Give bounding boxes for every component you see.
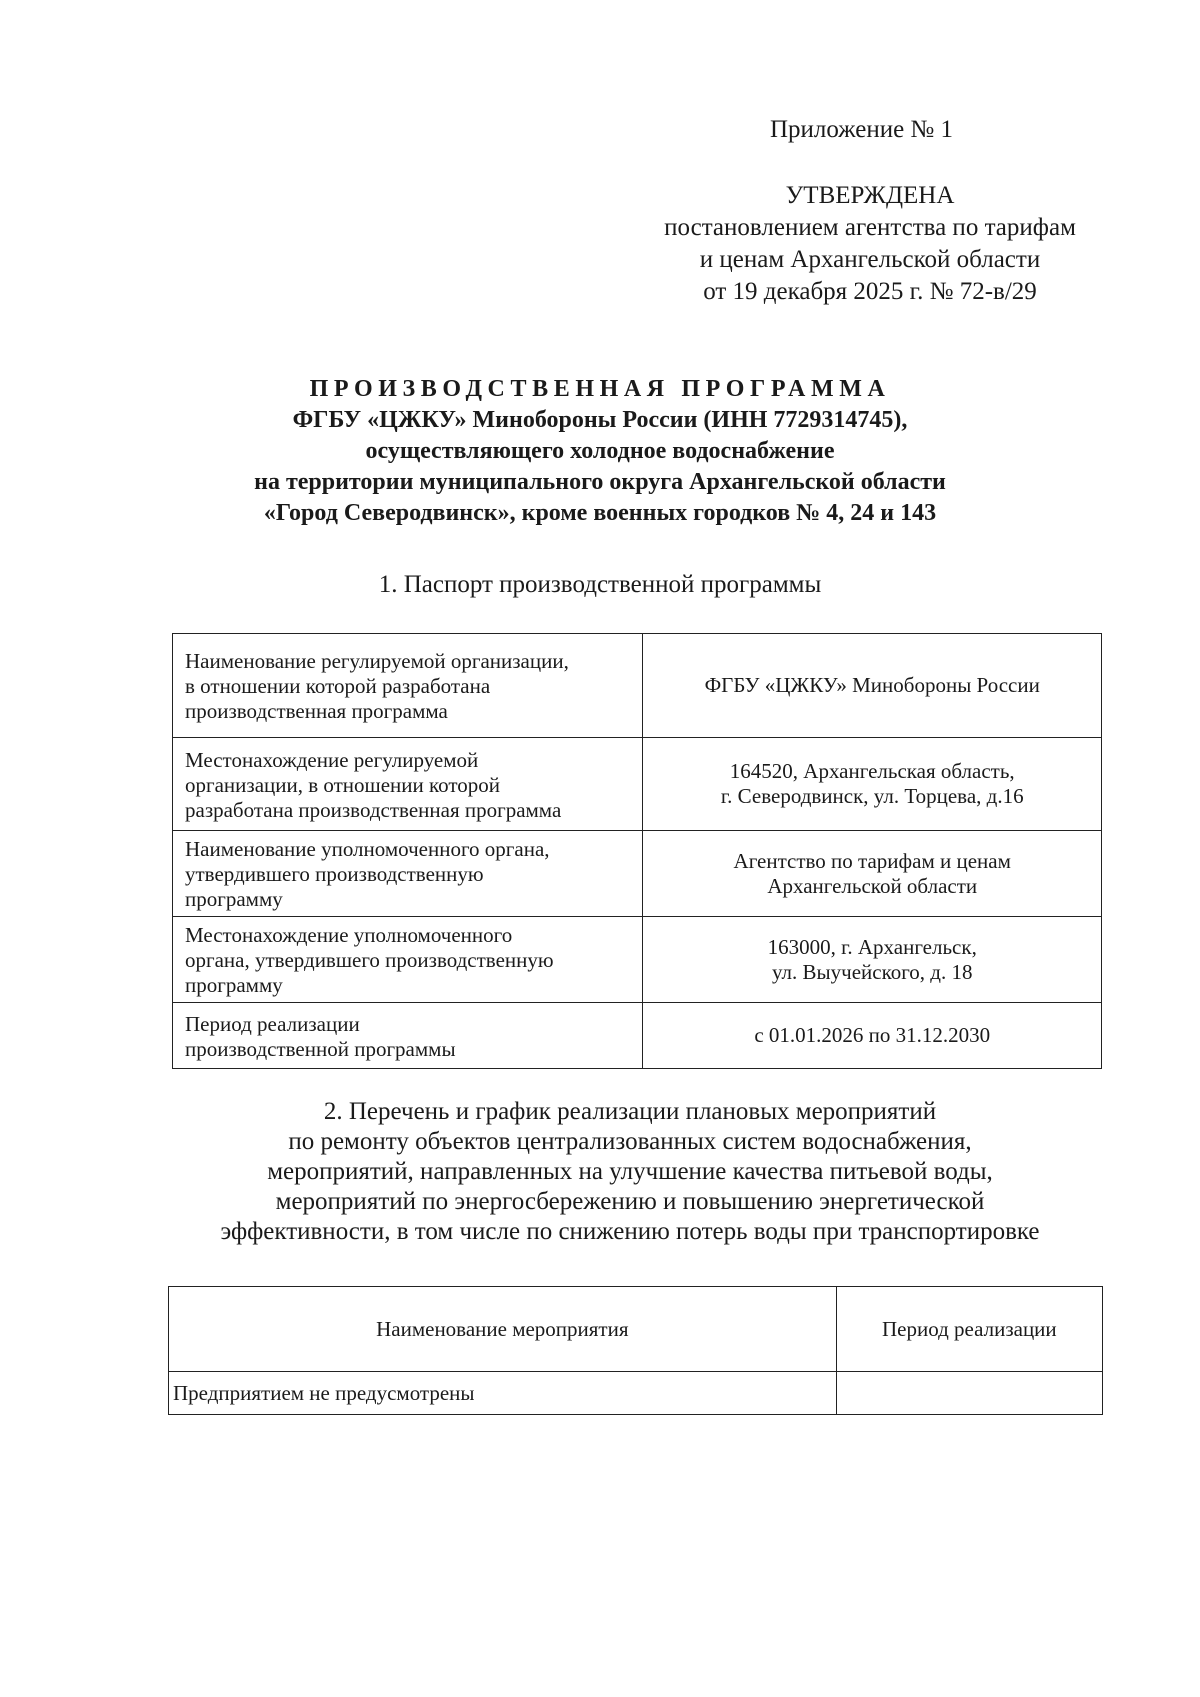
label-line: Наименование регулируемой организации, xyxy=(185,649,569,673)
section2-heading-line: по ремонту объектов централизованных систем водоснабжения, xyxy=(288,1128,972,1155)
label-line: программу xyxy=(185,887,283,911)
measure-name-cell: Предприятием не предусмотрены xyxy=(169,1372,837,1415)
label-line: программу xyxy=(185,973,283,997)
passport-label xyxy=(173,738,643,831)
program-title-line: на территории муниципального округа Архангельской области xyxy=(254,469,946,495)
label-line: Местонахождение уполномоченного xyxy=(185,923,513,947)
column-header-period: Период реализации xyxy=(836,1287,1102,1372)
label-line: организации, в отношении которой xyxy=(185,772,500,797)
program-title-line: «Город Северодвинск», кроме военных городков № 4, 24 и 143 xyxy=(263,500,937,526)
passport-label xyxy=(173,831,643,917)
label-line: разработана производственная программа xyxy=(185,797,562,822)
program-title-line: осуществляющего холодное водоснабжение xyxy=(365,438,835,464)
passport-value xyxy=(643,634,1102,738)
label-line: органа, утвердившего производственную xyxy=(185,948,554,972)
value-line: ул. Выучейского, д. 18 xyxy=(771,959,973,984)
table-header-row xyxy=(169,1287,1103,1372)
passport-label xyxy=(173,1003,643,1069)
passport-label xyxy=(173,634,643,738)
passport-value xyxy=(643,738,1102,831)
measure-period-cell xyxy=(836,1372,1102,1415)
passport-value xyxy=(643,917,1102,1003)
label-line: Период реализации xyxy=(185,1011,360,1036)
passport-value xyxy=(643,831,1102,917)
section2-heading-line: мероприятий, направленных на улучшение качества питьевой воды, xyxy=(267,1158,993,1185)
value-line: 164520, Архангельская область, xyxy=(729,759,1015,783)
table-row xyxy=(173,738,1102,831)
column-header-measure: Наименование мероприятия xyxy=(169,1287,837,1372)
approval-line: постановлением агентства по тарифам xyxy=(664,214,1076,241)
passport-label xyxy=(173,917,643,1003)
program-title xyxy=(160,374,1040,529)
passport-value xyxy=(643,1003,1102,1069)
value-line: с 01.01.2026 по 31.12.2030 xyxy=(754,1023,991,1047)
label-line: Наименование уполномоченного органа, xyxy=(185,837,550,861)
value-line: г. Северодвинск, ул. Торцева, д.16 xyxy=(720,784,1024,808)
approval-block xyxy=(600,180,1140,308)
value-line: Архангельской области xyxy=(767,873,978,898)
label-line: производственная программа xyxy=(185,699,448,723)
label-line: утвердившего производственную xyxy=(185,862,484,886)
table-row xyxy=(173,831,1102,917)
measures-table xyxy=(168,1286,1103,1415)
section2-heading-line: 2. Перечень и график реализации плановых мероприятий xyxy=(323,1098,937,1125)
value-line: 163000, г. Архангельск, xyxy=(767,934,977,959)
table-row xyxy=(173,917,1102,1003)
passport-table xyxy=(172,633,1102,1069)
appendix-label: Приложение № 1 xyxy=(770,116,954,143)
section1-heading: 1. Паспорт производственной программы xyxy=(378,571,822,598)
program-heading: ПРОИЗВОДСТВЕННАЯ ПРОГРАММА xyxy=(309,376,891,402)
section2-heading xyxy=(160,1097,1100,1247)
section2-heading-line: мероприятий по энергосбережению и повышению энергетической xyxy=(275,1188,985,1215)
table-row xyxy=(169,1372,1103,1415)
approval-title: УТВЕРЖДЕНА xyxy=(785,182,955,209)
value-line: ФГБУ «ЦЖКУ» Минобороны России xyxy=(704,673,1040,697)
approval-line: от 19 декабря 2025 г. № 72-в/29 xyxy=(703,278,1037,305)
label-line: Местонахождение регулируемой xyxy=(185,747,479,772)
program-title-line: ФГБУ «ЦЖКУ» Минобороны России (ИНН 7729314745), xyxy=(292,407,908,433)
value-line: Агентство по тарифам и ценам xyxy=(733,848,1011,873)
approval-line: и ценам Архангельской области xyxy=(699,246,1041,273)
table-row xyxy=(173,1003,1102,1069)
table-row xyxy=(173,634,1102,738)
label-line: производственной программы xyxy=(185,1036,456,1061)
label-line: в отношении которой разработана xyxy=(185,674,491,698)
section2-heading-line: эффективности, в том числе по снижению потерь воды при транспортировке xyxy=(220,1218,1040,1245)
